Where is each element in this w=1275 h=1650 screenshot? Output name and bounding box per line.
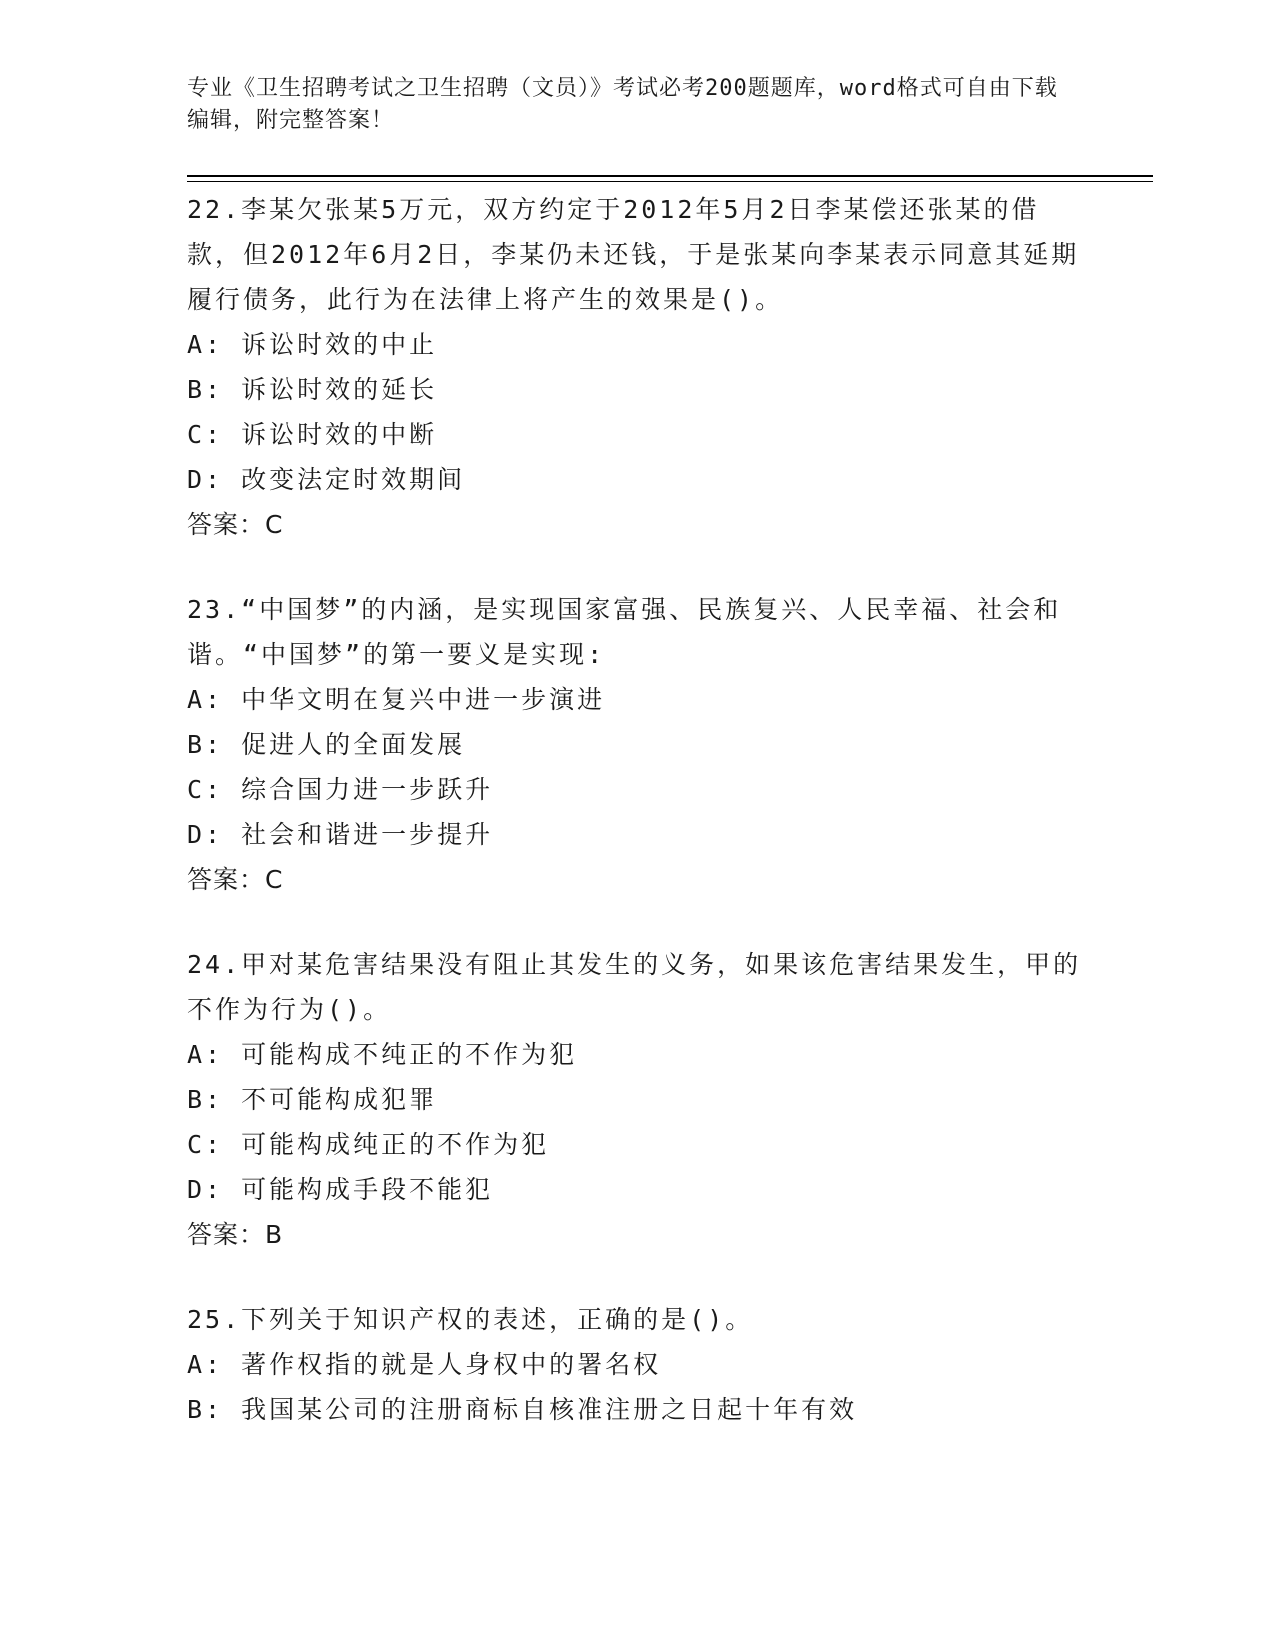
option-a: A: 诉讼时效的中止	[187, 330, 438, 359]
header-divider	[187, 175, 1153, 177]
option-c: C: 诉讼时效的中断	[187, 420, 438, 449]
question-item	[187, 942, 1087, 1257]
header-divider-thin	[187, 181, 1153, 182]
option-c: C: 可能构成纯正的不作为犯	[187, 1130, 550, 1159]
option-c: C: 综合国力进一步跃升	[187, 775, 494, 804]
answer-line: 答案：C	[187, 865, 284, 894]
question-list	[187, 187, 1087, 1472]
option-d: D: 改变法定时效期间	[187, 465, 466, 494]
answer-line: 答案：B	[187, 1220, 284, 1249]
option-b: B: 我国某公司的注册商标自核准注册之日起十年有效	[187, 1395, 858, 1424]
question-item	[187, 587, 1087, 902]
question-text: 23.“中国梦”的内涵，是实现国家富强、民族复兴、人民幸福、社会和谐。“中国梦”的第一要义是实现:	[187, 595, 1062, 669]
option-b: B: 不可能构成犯罪	[187, 1085, 438, 1114]
option-d: D: 可能构成手段不能犯	[187, 1175, 494, 1204]
question-text: 22.李某欠张某5万元，双方约定于2012年5月2日李某偿还张某的借款，但2012年6月2日，李某仍未还钱，于是张某向李某表示同意其延期履行债务，此行为在法律上将产生的效果是()。	[187, 195, 1080, 314]
option-a: A: 中华文明在复兴中进一步演进	[187, 685, 606, 714]
answer-line: 答案：C	[187, 510, 284, 539]
option-d: D: 社会和谐进一步提升	[187, 820, 494, 849]
document-header: 专业《卫生招聘考试之卫生招聘（文员）》考试必考200题题库，word格式可自由下载编辑，附完整答案！	[187, 76, 1058, 133]
option-a: A: 可能构成不纯正的不作为犯	[187, 1040, 578, 1069]
question-text: 24.甲对某危害结果没有阻止其发生的义务，如果该危害结果发生，甲的不作为行为()。	[187, 950, 1082, 1024]
question-text: 25.下列关于知识产权的表述，正确的是()。	[187, 1305, 754, 1334]
question-item	[187, 187, 1087, 547]
option-a: A: 著作权指的就是人身权中的署名权	[187, 1350, 662, 1379]
option-b: B: 诉讼时效的延长	[187, 375, 438, 404]
question-item	[187, 1297, 1087, 1432]
option-b: B: 促进人的全面发展	[187, 730, 466, 759]
